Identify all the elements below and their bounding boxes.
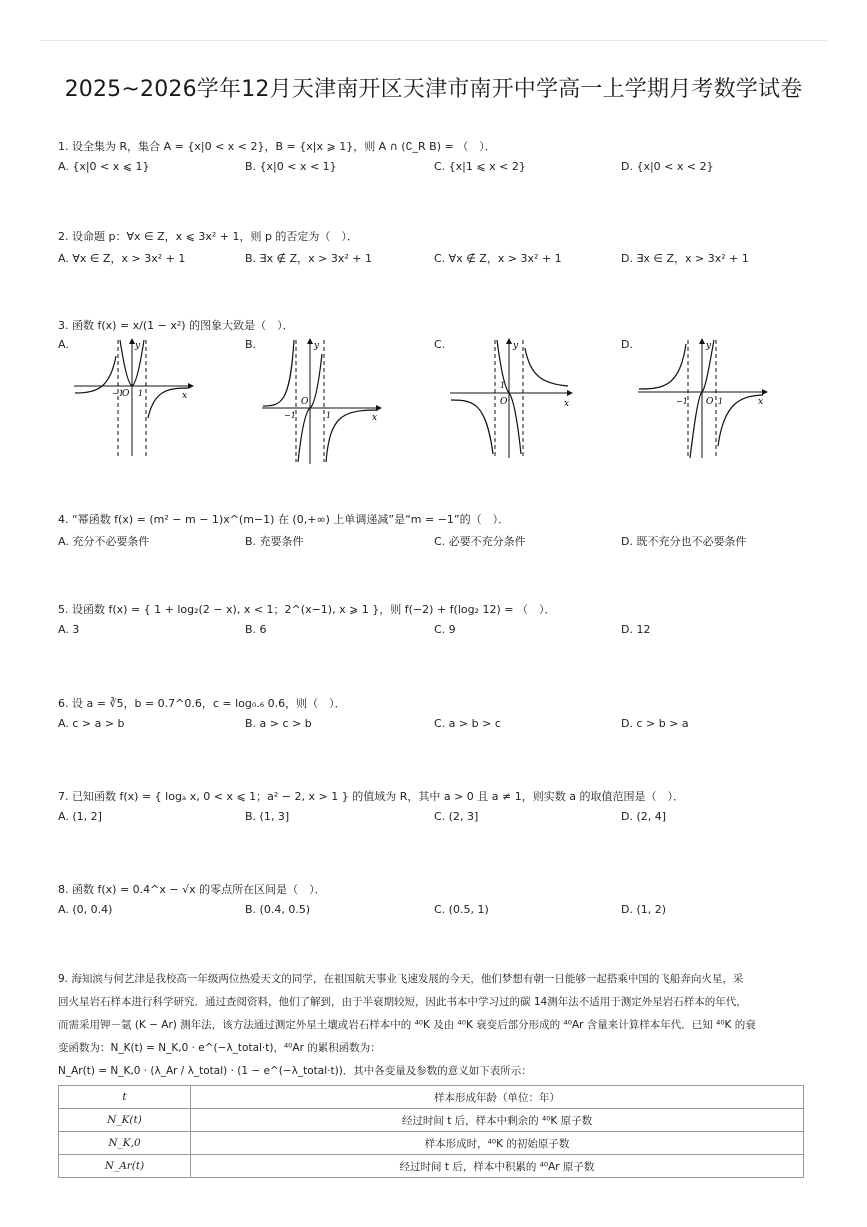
tick-label: −1 bbox=[112, 389, 124, 398]
option-a[interactable]: A. c > a > b bbox=[58, 717, 125, 730]
tick-label: 1 bbox=[138, 389, 144, 398]
option-c[interactable]: C. 必要不充分条件 bbox=[434, 535, 526, 548]
origin-label: O bbox=[706, 397, 714, 407]
table-cell: t bbox=[59, 1086, 191, 1109]
option-d[interactable]: D. 既不充分也不必要条件 bbox=[621, 535, 747, 548]
x-axis-label: x bbox=[758, 397, 764, 407]
option-c[interactable]: C. {x|1 ⩽ x < 2} bbox=[434, 160, 526, 173]
option-b[interactable]: B. (0.4, 0.5) bbox=[245, 903, 311, 916]
option-row bbox=[58, 160, 828, 178]
tick-label: 1 bbox=[718, 397, 724, 406]
table-row bbox=[59, 1155, 804, 1178]
option-row bbox=[58, 810, 828, 828]
y-axis-label: y bbox=[135, 341, 141, 351]
option-b[interactable]: B. 6 bbox=[245, 623, 267, 636]
question-stem: 7. 已知函数 f(x) = { logₐ x, 0 < x ⩽ 1；a² − 2, x > 1 } 的值域为 R，其中 a > 0 且 a ≠ 1，则实数 a 的取值范围是（ ）． bbox=[58, 790, 684, 803]
graph-a[interactable] bbox=[72, 336, 197, 461]
table-cell: N_K(t) bbox=[59, 1109, 191, 1132]
option-b[interactable]: B. (1, 3] bbox=[245, 810, 290, 823]
option-row bbox=[58, 903, 828, 921]
graph-d[interactable] bbox=[636, 336, 771, 466]
table-cell: 经过时间 t 后，样本中剩余的 ⁴⁰K 原子数 bbox=[191, 1109, 804, 1132]
question-stem: 2. 设命题 p：∀x ∈ Z，x ⩽ 3x² + 1，则 p 的否定为（ ）． bbox=[58, 230, 358, 243]
option-row bbox=[58, 533, 828, 551]
option-d[interactable]: D. (1, 2) bbox=[621, 903, 667, 916]
question-9 bbox=[58, 968, 828, 1083]
table-cell: N_Ar(t) bbox=[59, 1155, 191, 1178]
question-stem-line: 变函数为：N_K(t) = N_K,0 · e^(−λ_total·t)，⁴⁰Ar 的累积函数为： bbox=[58, 1042, 381, 1054]
option-b[interactable]: B. bbox=[245, 338, 257, 351]
origin-label: O bbox=[122, 389, 130, 399]
option-a[interactable]: A. 3 bbox=[58, 623, 80, 636]
table-cell: 样本形成年龄（单位：年） bbox=[191, 1086, 804, 1109]
option-c[interactable]: C. a > b > c bbox=[434, 717, 501, 730]
question-5 bbox=[58, 602, 828, 641]
option-d[interactable]: D. 12 bbox=[621, 623, 651, 636]
question-8 bbox=[58, 882, 828, 921]
option-b[interactable]: B. {x|0 < x < 1} bbox=[245, 160, 337, 173]
graph-c[interactable] bbox=[448, 336, 576, 461]
question-2 bbox=[58, 229, 828, 268]
question-3 bbox=[58, 318, 828, 466]
tick-label: 1 bbox=[500, 381, 506, 390]
option-row bbox=[58, 250, 828, 268]
y-axis-label: y bbox=[314, 341, 320, 351]
option-c[interactable]: C. bbox=[434, 338, 446, 351]
option-d[interactable]: D. {x|0 < x < 2} bbox=[621, 160, 714, 173]
question-stem: 4. “幂函数 f(x) = (m² − m − 1)x^(m−1) 在 (0,+∞) 上单调递减”是“m = −1”的（ ）． bbox=[58, 513, 510, 526]
tick-label: −1 bbox=[284, 411, 296, 420]
origin-label: O bbox=[301, 397, 309, 407]
option-c[interactable]: C. ∀x ∉ Z，x > 3x² + 1 bbox=[434, 252, 562, 265]
table-cell: N_K,0 bbox=[59, 1132, 191, 1155]
option-a[interactable]: A. ∀x ∈ Z，x > 3x² + 1 bbox=[58, 252, 186, 265]
option-a[interactable]: A. 充分不必要条件 bbox=[58, 535, 150, 548]
x-axis-label: x bbox=[372, 413, 378, 423]
option-c[interactable]: C. 9 bbox=[434, 623, 456, 636]
tick-label: −1 bbox=[676, 397, 688, 406]
tick-label: 1 bbox=[326, 411, 332, 420]
option-d[interactable]: D. bbox=[621, 338, 633, 351]
top-divider bbox=[40, 40, 827, 41]
question-stem-line: 9. 海知滨与何艺津是我校高一年级两位热爱天文的同学，在祖国航天事业飞速发展的今天，他们梦想有朝一日能够一起搭乘中国的飞船奔向火星，采 bbox=[58, 973, 744, 985]
question-stem-line: N_Ar(t) = N_K,0 · (λ_Ar / λ_total) · (1 − e^(−λ_total·t))．其中各变量及参数的意义如下表所示： bbox=[58, 1065, 532, 1077]
table-cell: 样本形成时，⁴⁰K 的初始原子数 bbox=[191, 1132, 804, 1155]
y-axis-label: y bbox=[706, 341, 712, 351]
option-row bbox=[58, 717, 828, 735]
option-a[interactable]: A. bbox=[58, 338, 69, 351]
option-c[interactable]: C. (2, 3] bbox=[434, 810, 479, 823]
option-b[interactable]: B. ∃x ∉ Z，x > 3x² + 1 bbox=[245, 252, 372, 265]
table-row bbox=[59, 1132, 804, 1155]
option-row bbox=[58, 623, 828, 641]
question-stem: 6. 设 a = ∛5，b = 0.7^0.6，c = log₀.₆ 0.6，则（ ）． bbox=[58, 697, 346, 710]
graph-b[interactable] bbox=[260, 336, 385, 466]
question-stem-line: 而需采用钾－氩 (K − Ar) 测年法，该方法通过测定外星土壤或岩石样本中的 ⁴⁰K 及由 ⁴⁰K 衰变后部分形成的 ⁴⁰Ar 含量来计算样本年代．已知 ⁴⁰K 的衰 bbox=[58, 1019, 756, 1031]
option-a[interactable]: A. (0, 0.4) bbox=[58, 903, 113, 916]
table-cell: 经过时间 t 后，样本中积累的 ⁴⁰Ar 原子数 bbox=[191, 1155, 804, 1178]
question-stem-line: 回火星岩石样本进行科学研究．通过查阅资料，他们了解到，由于半衰期较短，因此书本中学习过的碳 14测年法不适用于测定外星岩石样本的年代， bbox=[58, 996, 747, 1008]
question-6 bbox=[58, 696, 828, 735]
origin-label: O bbox=[500, 397, 508, 407]
y-axis-label: y bbox=[513, 341, 519, 351]
question-1 bbox=[58, 139, 828, 178]
question-7 bbox=[58, 789, 828, 828]
variable-table bbox=[58, 1085, 804, 1178]
question-stem: 8. 函数 f(x) = 0.4^x − √x 的零点所在区间是（ ）． bbox=[58, 883, 326, 896]
graph-options bbox=[58, 336, 828, 466]
question-4 bbox=[58, 512, 828, 551]
option-d[interactable]: D. ∃x ∈ Z，x > 3x² + 1 bbox=[621, 252, 749, 265]
table-row bbox=[59, 1109, 804, 1132]
x-axis-label: x bbox=[182, 391, 188, 401]
option-a[interactable]: A. {x|0 < x ⩽ 1} bbox=[58, 160, 150, 173]
option-b[interactable]: B. 充要条件 bbox=[245, 535, 304, 548]
table-row bbox=[59, 1086, 804, 1109]
option-d[interactable]: D. c > b > a bbox=[621, 717, 689, 730]
option-b[interactable]: B. a > c > b bbox=[245, 717, 312, 730]
question-stem: 3. 函数 f(x) = x/(1 − x²) 的图象大致是（ ）． bbox=[58, 319, 294, 332]
option-c[interactable]: C. (0.5, 1) bbox=[434, 903, 489, 916]
page-title: 2025~2026学年12月天津南开区天津市南开中学高一上学期月考数学试卷 bbox=[64, 77, 803, 102]
option-a[interactable]: A. (1, 2] bbox=[58, 810, 102, 823]
question-stem: 1. 设全集为 R，集合 A = {x|0 < x < 2}，B = {x|x ⩾ 1}，则 A ∩ (∁_R B) = （ ）． bbox=[58, 140, 496, 153]
x-axis-label: x bbox=[564, 399, 570, 409]
question-stem: 5. 设函数 f(x) = { 1 + log₂(2 − x), x < 1；2^(x−1), x ⩾ 1 }，则 f(−2) + f(log₂ 12) = （ ）． bbox=[58, 603, 556, 616]
option-d[interactable]: D. (2, 4] bbox=[621, 810, 667, 823]
